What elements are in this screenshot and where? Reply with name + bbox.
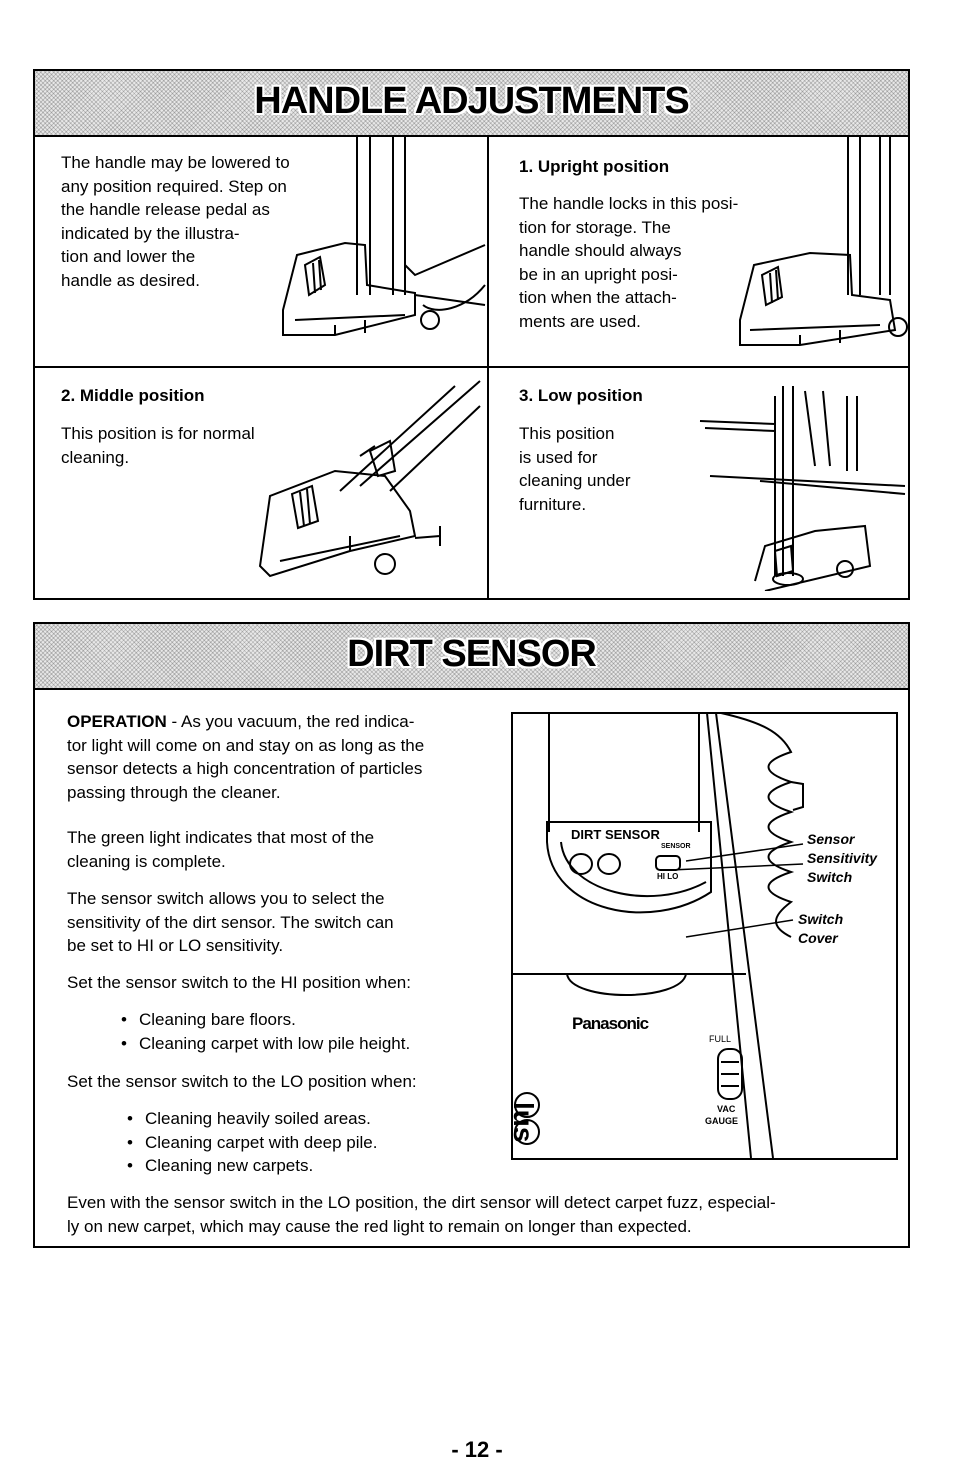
brand-logo: Panasonic: [572, 1014, 649, 1033]
sensor-sensitivity-callout: Sensor Sensitivity Switch: [807, 831, 878, 885]
list-item: • Cleaning carpet with low pile height.: [121, 1032, 410, 1056]
operation-text: OPERATION - As you vacuum, the red indica- tor light will come on and stay on as long as the sensor detects a high concentration of particles passing through the cleaner.: [67, 712, 425, 802]
list-item: • Cleaning new carpets.: [127, 1154, 377, 1178]
list-item: • Cleaning bare floors.: [121, 1008, 410, 1032]
low-position-illustration: [665, 376, 908, 591]
plus-logo: lus: [508, 1102, 539, 1143]
handle-adjustments-section: [33, 69, 910, 600]
upright-position-heading: 1. Upright position: [519, 157, 670, 176]
dirt-sensor-title: DIRT SENSOR: [347, 633, 596, 675]
full-label: FULL: [709, 1034, 732, 1044]
middle-position-illustration: [240, 376, 485, 591]
list-item: • Cleaning heavily soiled areas.: [127, 1107, 377, 1131]
middle-position-heading: 2. Middle position: [61, 386, 205, 405]
hi-position-intro: Set the sensor switch to the HI position when:: [67, 973, 411, 992]
sensor-small-label: SENSOR: [661, 843, 691, 850]
handle-intro-text: The handle may be lowered to any position required. Step on the handle release pedal as indicated by the illustra- tion and lower the handle as desired.: [61, 153, 290, 290]
dirt-sensor-diagram: [508, 712, 898, 1160]
gauge-label: GAUGE: [705, 1116, 739, 1126]
switch-cover-callout: Switch Cover: [798, 911, 844, 946]
vacuum-pedal-illustration: [275, 135, 487, 340]
hi-position-list: [121, 1008, 410, 1055]
dirt-sensor-banner: [35, 624, 908, 690]
list-item: • Cleaning carpet with deep pile.: [127, 1131, 377, 1155]
panel-label: DIRT SENSOR: [571, 827, 660, 842]
grid-divider-horizontal: [35, 366, 908, 368]
dirt-sensor-section: [33, 622, 910, 1248]
carpet-fuzz-note: Even with the sensor switch in the LO position, the dirt sensor will detect carpet fuzz, especial- ly on new carpet, which may cause the red light to remain on longer than expected.: [67, 1193, 776, 1236]
green-light-text: The green light indicates that most of the cleaning is complete.: [67, 828, 375, 871]
handle-adjustments-title: HANDLE ADJUSTMENTS: [254, 80, 689, 122]
upright-position-text: The handle locks in this posi- tion for storage. The handle should always be in an upright posi- tion when the attach- ments are used.: [519, 194, 739, 331]
sensor-switch-text: The sensor switch allows you to select the sensitivity of the dirt sensor. The switch can be set to HI or LO sensitivity.: [67, 889, 394, 955]
low-position-text: This position is used for cleaning under furniture.: [519, 424, 631, 514]
hi-lo-label: HI LO: [657, 872, 679, 881]
page-number: - 12 -: [451, 1437, 503, 1462]
vac-label: VAC: [717, 1104, 736, 1114]
operation-label: OPERATION: [67, 712, 167, 731]
middle-position-text: This position is for normal cleaning.: [61, 424, 255, 467]
upright-position-illustration: [730, 135, 908, 350]
low-position-heading: 3. Low position: [519, 386, 643, 405]
handle-adjustments-banner: [35, 71, 908, 137]
lo-position-list: [127, 1107, 377, 1178]
lo-position-intro: Set the sensor switch to the LO position when:: [67, 1072, 417, 1091]
